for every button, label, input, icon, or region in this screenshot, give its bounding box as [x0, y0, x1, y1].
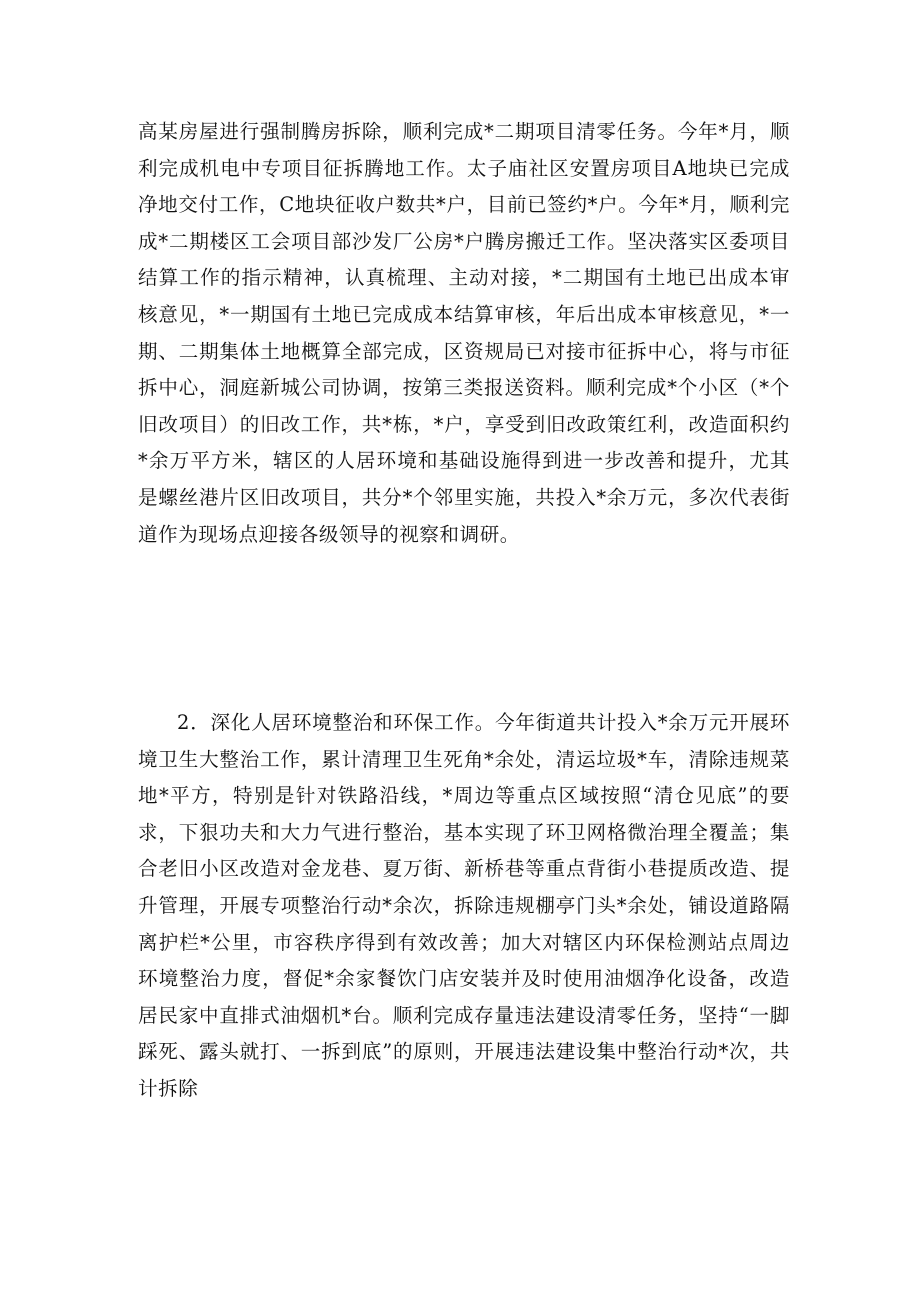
paragraph-demolition-progress: 高某房屋进行强制腾房拆除，顺利完成*二期项目清零任务。今年*月，顺利完成机电中专项目征拆腾地工作。太子庙社区安置房项目A地块已完成净地交付工作，C地块征收户数共*户，目前已签约*户。今年*月，顺利完成*二期楼区工会项目部沙发厂公房*户腾房搬迁工作。坚决落实区委项目结算工作的指示精神，认真梳理、主动对接，*二期国有土地已出成本审核意见，*一期国有土地已完成成本结算审核，年后出成本审核意见，*一期、二期集体土地概算全部完成，区资规局已对接市征拆中心，将与市征拆中心，洞庭新城公司协调，按第三类报送资料。顺利完成*个小区（*个旧改项目）的旧改工作，共*栋，*户，享受到旧改政策红利，改造面积约*余万平方米，辖区的人居环境和基础设施得到进一步改善和提升，尤其是螺丝港片区旧改项目，共分*个邻里实施，共投入*余万元，多次代表街道作为现场点迎接各级领导的视察和调研。 — [138, 120, 790, 546]
paragraph-environment-improvement: 2．深化人居环境整治和环保工作。今年街道共计投入*余万元开展环境卫生大整治工作，累计清理卫生死角*余处，清运垃圾*车，清除违规菜地*平方，特别是针对铁路沿线，*周边等重点区域按照“清仓见底”的要求，下狠功夫和大力气进行整治，基本实现了环卫网格微治理全覆盖；集合老旧小区改造对金龙巷、夏万街、新桥巷等重点背街小巷提质改造、提升管理，开展专项整治行动*余次，拆除违规棚亭门头*余处，铺设道路隔离护栏*公里，市容秩序得到有效改善；加大对辖区内环保检测站点周边环境整治力度，督促*余家餐饮门店安装并及时使用油烟净化设备，改造居民家中直排式油烟机*台。顺利完成存量违法建设清零任务，坚持“一脚踩死、露头就打、一拆到底”的原则，开展违法建设集中整治行动*次，共计拆除 — [138, 711, 790, 1100]
